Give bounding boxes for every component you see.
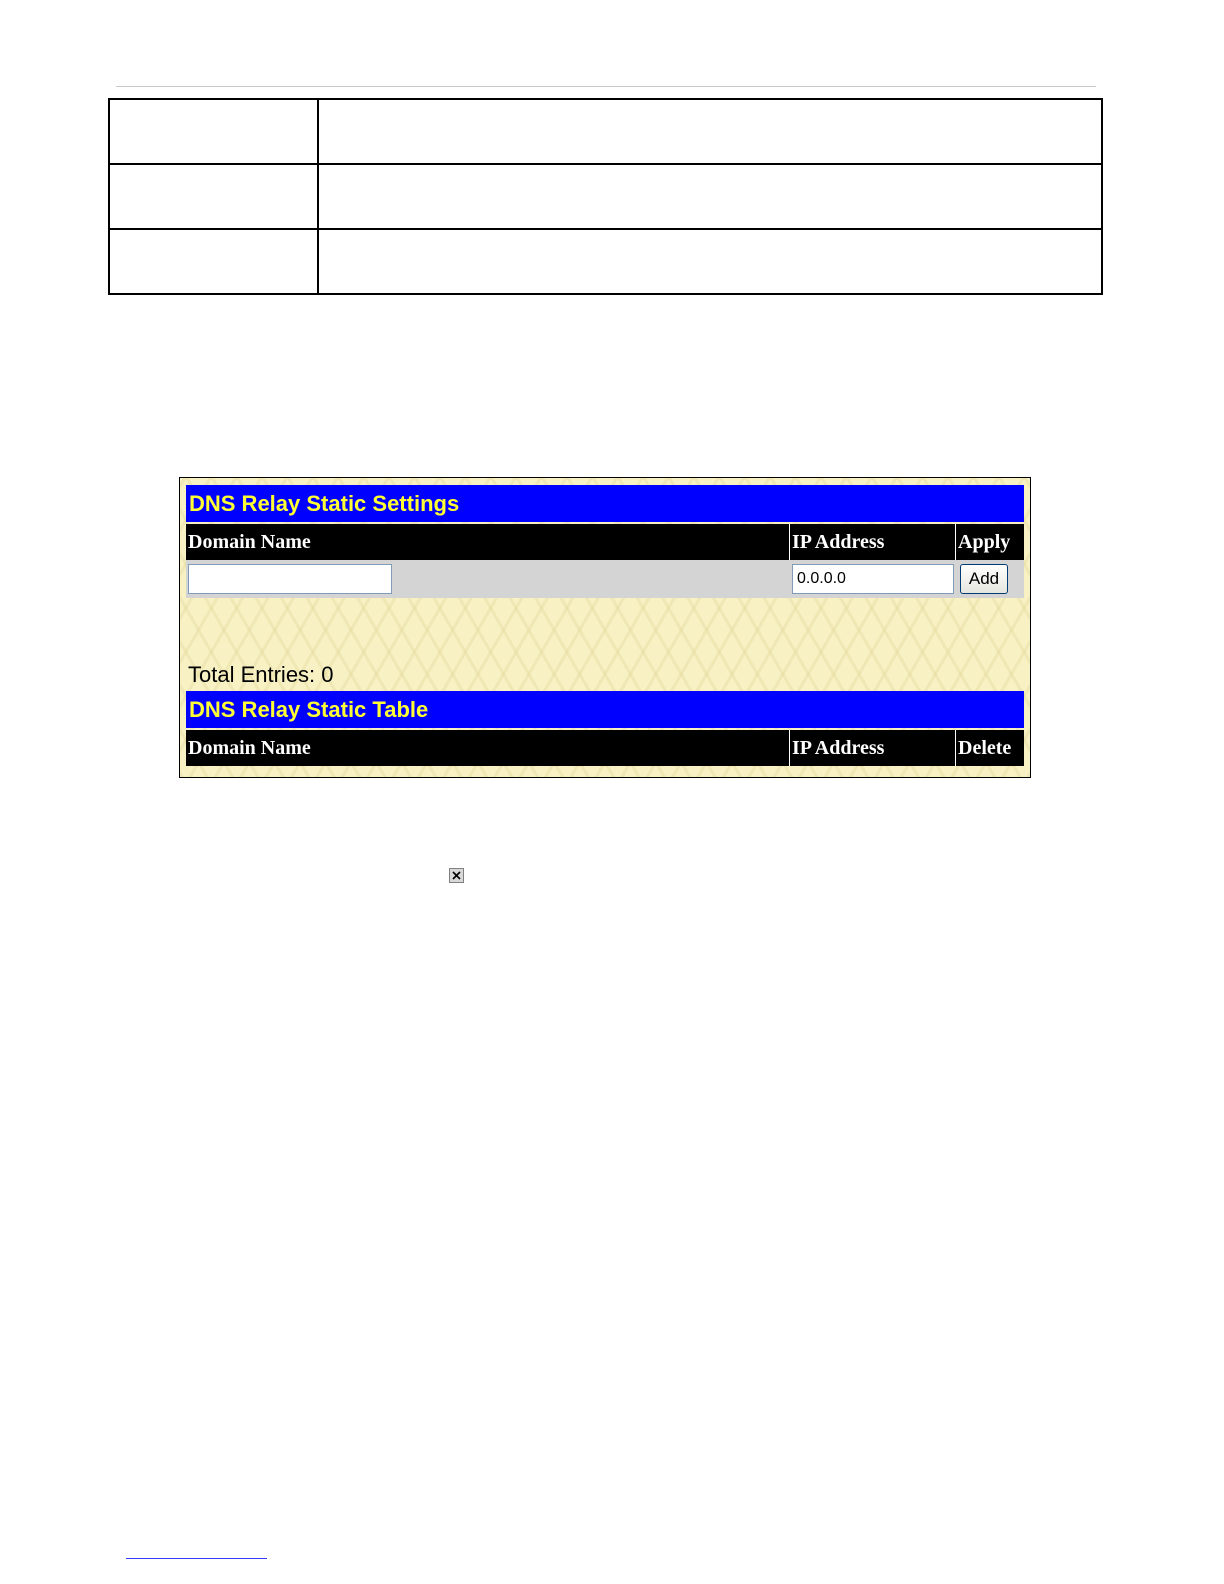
table-cell <box>318 99 1102 164</box>
domain-name-header: Domain Name <box>186 524 790 560</box>
table-cell <box>109 164 318 229</box>
table-domain-name-header: Domain Name <box>186 730 790 766</box>
apply-header: Apply <box>958 531 1011 553</box>
settings-title: DNS Relay Static Settings <box>186 485 1024 522</box>
ip-address-cell <box>790 560 956 598</box>
settings-input-row <box>186 560 1024 598</box>
table-cell <box>109 229 318 294</box>
table-cell <box>318 229 1102 294</box>
table-row <box>109 229 1102 294</box>
table-cell <box>318 164 1102 229</box>
total-entries: Total Entries: 0 <box>188 662 334 687</box>
parameter-table <box>108 98 1103 295</box>
ip-address-header: IP Address <box>790 524 956 560</box>
domain-name-input[interactable] <box>188 564 392 594</box>
table-ip-address-header: IP Address <box>790 730 956 766</box>
settings-header-row <box>186 524 1024 560</box>
dns-relay-static-panel <box>179 477 1031 778</box>
table-title: DNS Relay Static Table <box>186 691 1024 728</box>
add-button[interactable]: Add <box>960 564 1008 594</box>
footer-link-underline <box>126 1558 267 1559</box>
table-row <box>109 99 1102 164</box>
close-icon <box>449 868 464 883</box>
table-header-row <box>186 730 1024 766</box>
top-divider <box>116 86 1096 87</box>
delete-header: Delete <box>958 737 1012 759</box>
table-cell <box>109 99 318 164</box>
table-row <box>109 164 1102 229</box>
ip-address-input[interactable] <box>792 564 954 594</box>
domain-name-cell <box>186 560 790 598</box>
apply-cell <box>956 560 1024 598</box>
close-icon-glyph <box>451 870 462 881</box>
